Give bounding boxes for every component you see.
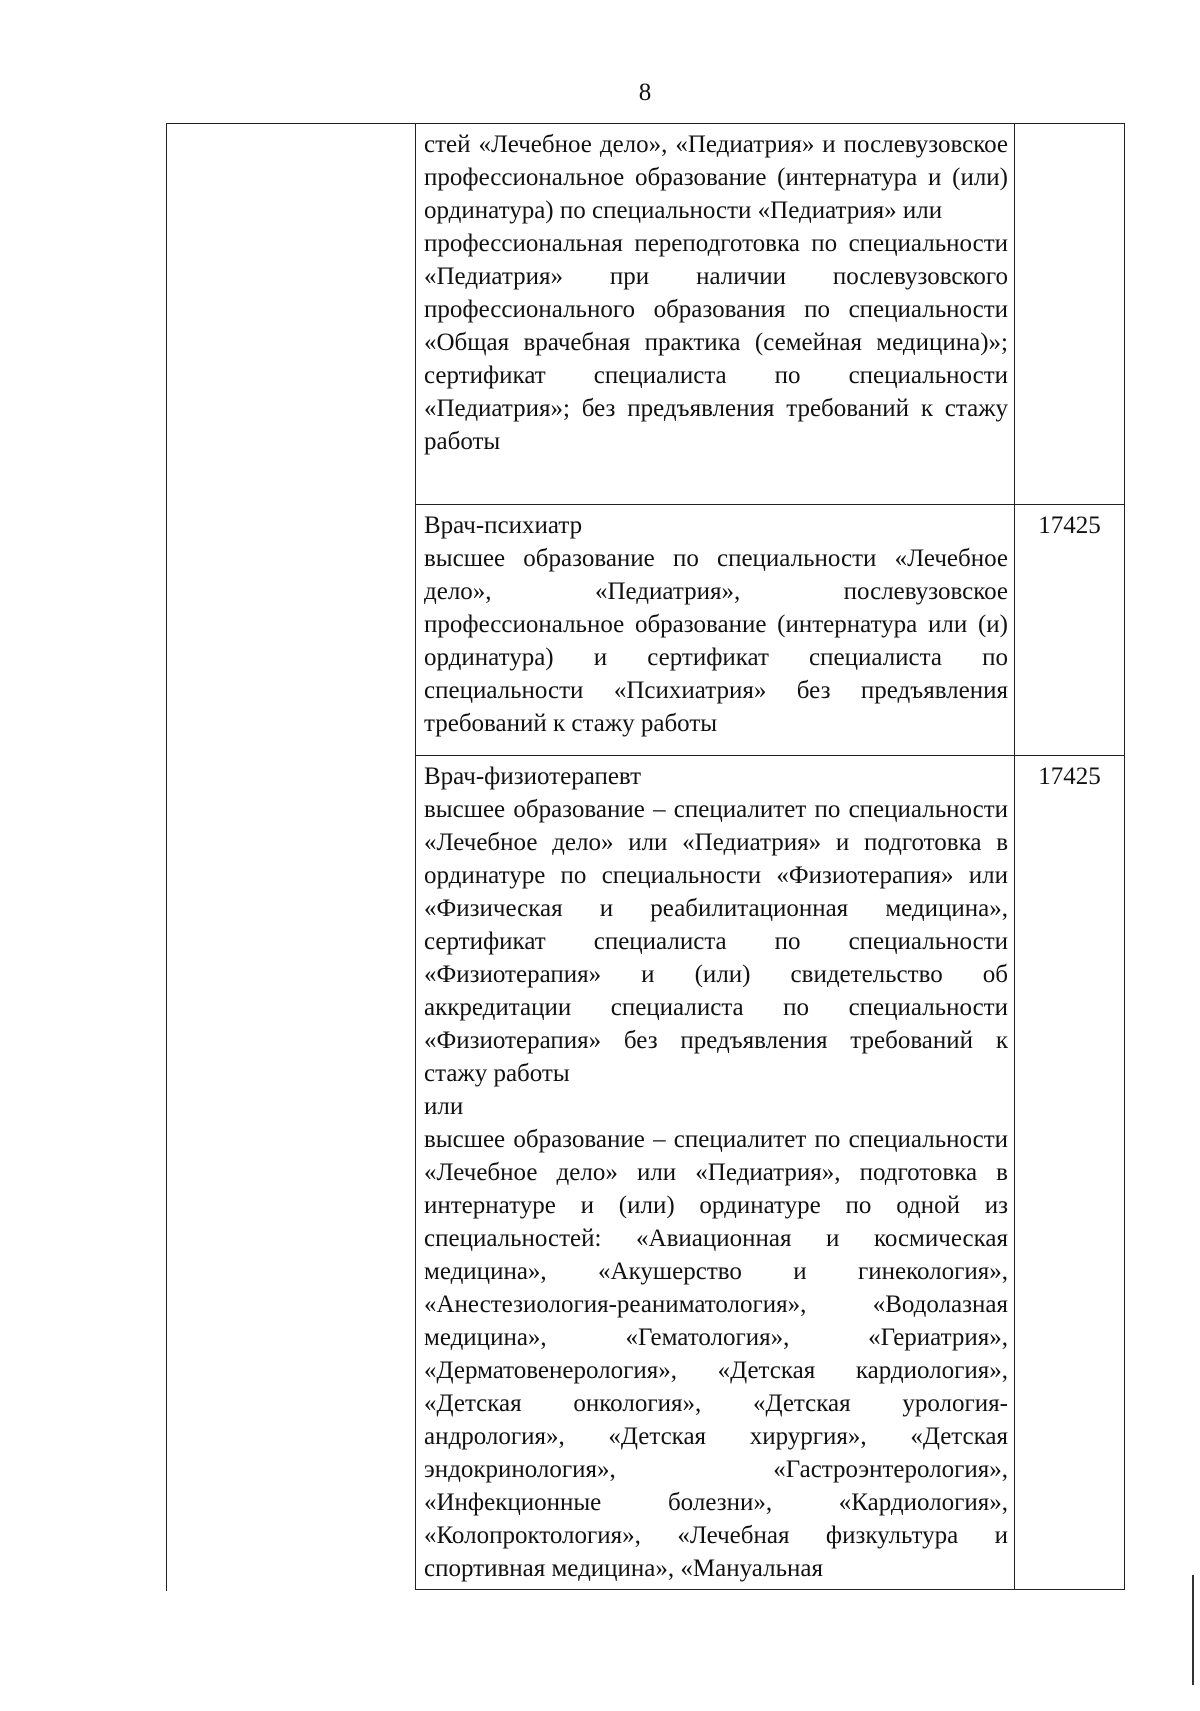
table-row	[416, 505, 1125, 756]
table-left-border	[166, 123, 167, 1591]
salary-cell: 17425	[1015, 505, 1125, 756]
qualification-table	[415, 123, 1125, 1590]
requirements-cell	[416, 756, 1015, 1590]
table-row	[416, 124, 1125, 505]
scan-edge-mark	[1192, 1575, 1194, 1685]
requirements-cell	[416, 505, 1015, 756]
table-row	[416, 756, 1125, 1590]
requirements-cell	[416, 124, 1015, 505]
requirements-text: профессиональная переподготовка по специальности «Педиатрия» при наличии послевузовского профессионального образования по специальности «Общая врачебная практика (семейная медицина)»; сертификат специалиста по специальности «Педиатрия»; без предъявления требований к стажу работы	[424, 230, 1008, 455]
position-title: Врач-психиатр	[424, 512, 583, 539]
requirements-text: высшее образование – специалитет по специальности «Лечебное дело» или «Педиатрия», подготовка в интернатуре и (или) ординатуре по одной из специальностей: «Авиационная и космическая медицина», «Акушерство и гинекология», «Анестезиология-реаниматология», «Водолазная медицина», «Гематология», «Гериатрия», «Дерматовенерология», «Детская кардиология», «Детская онкология», «Детская урология-андрология», «Детская хирургия», «Детская эндокринология», «Гастроэнтерология», «Инфекционные болезни», «Кардиология», «Колопроктология», «Лечебная физкультура и спортивная медицина», «Мануальная	[424, 1126, 1008, 1582]
requirements-separator: или	[424, 1093, 464, 1120]
requirements-text: стей «Лечебное дело», «Педиатрия» и послевузовское профессиональное образование (интернатура и (или) ординатура) по специальности «Педиатрия» или	[424, 131, 1008, 224]
requirements-text: высшее образование по специальности «Лечебное дело», «Педиатрия», послевузовское профессиональное образование (интернатура или (и) ординатура) и сертификат специалиста по специальности «Психиатрия» без предъявления требований к стажу работы	[424, 545, 1008, 737]
salary-cell: 17425	[1015, 756, 1125, 1590]
requirements-text: высшее образование – специалитет по специальности «Лечебное дело» или «Педиатрия» и подготовка в ординатуре по специальности «Физиотерапия» или «Физическая и реабилитационная медицина», сертификат специалиста по специальности «Физиотерапия» и (или) свидетельство об аккредитации специалиста по специальности «Физиотерапия» без предъявления требований к стажу работы	[424, 796, 1008, 1087]
page-number: 8	[638, 79, 652, 106]
position-title: Врач-физиотерапевт	[424, 763, 642, 790]
salary-cell	[1015, 124, 1125, 505]
